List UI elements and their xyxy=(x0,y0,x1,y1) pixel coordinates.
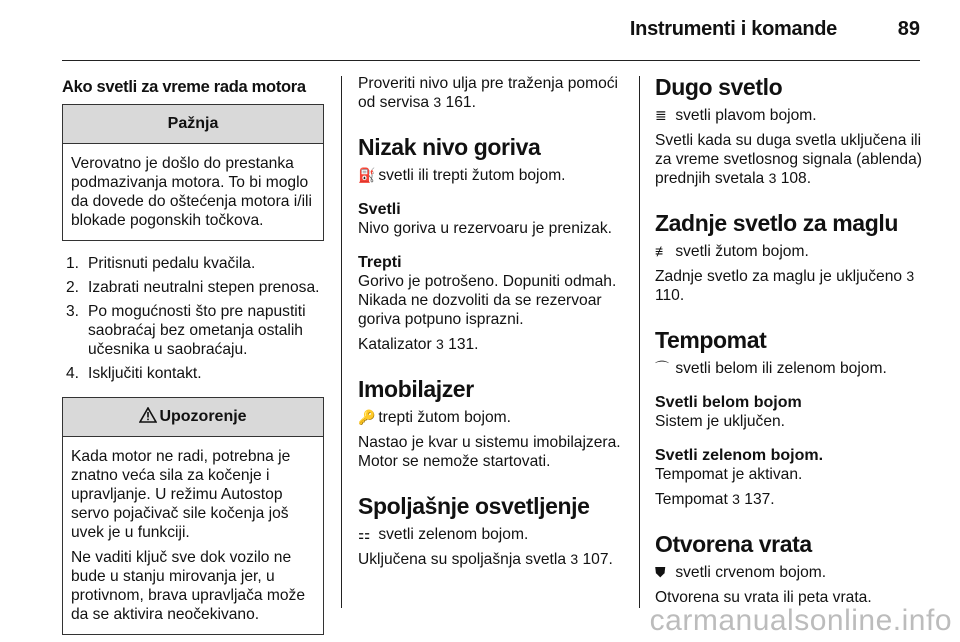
page-ref-icon: 3 xyxy=(768,170,777,186)
exterior-lights-text: Uključena su spoljašnja svetla 3 107. xyxy=(358,551,613,568)
notice-box xyxy=(62,104,324,241)
fuel-flash-text: Gorivo je potrošeno. Dopuniti odmah. Nikada ne dozvoliti da se rezervoar goriva potpuno isprazni. xyxy=(358,273,617,328)
high-beam-icon: ≣ xyxy=(655,107,667,123)
section-heading: Ako svetli za vreme rada motora xyxy=(62,78,306,96)
page-ref-icon: 3 xyxy=(732,491,740,507)
page-ref-icon: 3 xyxy=(570,551,579,567)
cruise-white-text: Sistem je uključen. xyxy=(655,413,786,430)
warning-box xyxy=(62,397,324,635)
column-divider-1 xyxy=(341,76,342,608)
steps-list xyxy=(62,254,324,383)
catalyst-ref: Katalizator 3 131. xyxy=(358,336,479,353)
fuel-subheading-flash: Trepti xyxy=(358,254,402,271)
high-beam-lead: ≣ svetli plavom bojom. xyxy=(655,107,817,124)
column-3 xyxy=(655,74,923,613)
fog-light-heading: Zadnje svetlo za maglu xyxy=(655,210,898,236)
list-item: 4. Isključiti kontakt. xyxy=(66,365,202,382)
cruise-subheading-white: Svetli belom bojom xyxy=(655,394,802,411)
column-1 xyxy=(62,74,324,635)
exterior-lights-heading: Spoljašnje osvetljenje xyxy=(358,493,590,519)
intro-text: Proveriti nivo ulja pre traženja pomoći od servisa 3 161. xyxy=(358,75,619,111)
warning-title: Upozorenje xyxy=(159,408,247,425)
cruise-ref: Tempomat 3 137. xyxy=(655,491,775,508)
fuel-subheading-lit: Svetli xyxy=(358,201,401,218)
immobilizer-lead: 🔑 trepti žutom bojom. xyxy=(358,409,511,426)
cruise-subheading-green: Svetli zelenom bojom. xyxy=(655,447,824,464)
exterior-lights-lead: ⚏ svetli zelenom bojom. xyxy=(358,526,529,543)
warning-text-2: Ne vaditi ključ sve dok vozilo ne bude u stanju mirovanja jer, u protivnom, brava upravljača može da se aktivira neočekivano. xyxy=(71,549,306,623)
immobilizer-heading: Imobilajzer xyxy=(358,376,474,402)
cruise-heading: Tempomat xyxy=(655,327,767,353)
door-open-text: Otvorena su vrata ili peta vrata. xyxy=(655,589,872,606)
fuel-heading: Nizak nivo goriva xyxy=(358,134,541,160)
page-number: 89 xyxy=(897,18,920,40)
cruise-control-icon: ⌒ xyxy=(655,360,669,376)
page-ref-icon: 3 xyxy=(906,268,915,284)
page-ref-icon: 3 xyxy=(436,336,444,352)
page-ref-icon: 3 xyxy=(433,94,442,110)
page-header-title: Instrumenti i komande xyxy=(629,18,837,40)
door-open-lead: ⛊ svetli crvenom bojom. xyxy=(655,564,827,581)
notice-text: Verovatno je došlo do prestanka podmazivanja motora. To bi moglo da dovede do oštećenja motora i/ili blokade pogonskih točkova. xyxy=(71,155,312,229)
rear-fog-light-icon: ≢ xyxy=(655,243,669,259)
list-item: 3. Po mogućnosti što pre napustiti saobraćaj bez ometanja ostalih učesnika u saobraćaju. xyxy=(66,303,306,358)
fuel-pump-icon: ⛽ xyxy=(358,167,376,183)
list-item: 2. Izabrati neutralni stepen prenosa. xyxy=(66,279,320,296)
side-lights-icon: ⚏ xyxy=(358,526,371,542)
list-item: 1. Pritisnuti pedalu kvačila. xyxy=(66,255,256,272)
header-divider xyxy=(62,60,920,61)
warning-text-1: Kada motor ne radi, potrebna je znatno veća sila za kočenje i upravljanje. U režimu Autostop servo pojačivač sile kočenja još uvek je u funkciji. xyxy=(71,448,291,541)
column-2 xyxy=(358,74,626,575)
door-open-heading: Otvorena vrata xyxy=(655,531,812,557)
fog-light-lead: ≢ svetli žutom bojom. xyxy=(655,243,809,260)
high-beam-heading: Dugo svetlo xyxy=(655,74,783,100)
immobilizer-text: Nastao je kvar u sistemu imobilajzera. Motor se nemože startovati. xyxy=(358,434,621,470)
fog-light-text: Zadnje svetlo za maglu je uključeno 3 110. xyxy=(655,268,915,304)
column-divider-2 xyxy=(639,76,640,608)
fuel-lit-text: Nivo goriva u rezervoaru je prenizak. xyxy=(358,220,612,237)
notice-title: Pažnja xyxy=(63,105,323,144)
cruise-green-text: Tempomat je aktivan. xyxy=(655,466,803,483)
fuel-lead: ⛽ svetli ili trepti žutom bojom. xyxy=(358,167,566,184)
warning-header xyxy=(63,398,323,437)
cruise-lead: ⌒ svetli belom ili zelenom bojom. xyxy=(655,360,887,377)
watermark: carmanualsonline.info xyxy=(649,604,952,637)
high-beam-text: Svetli kada su duga svetla uključena ili za vreme svetlosnog signala (ablenda) prednjih svetala 3 108. xyxy=(655,132,922,187)
car-key-icon: 🔑 xyxy=(358,409,376,425)
warning-triangle-icon xyxy=(139,407,157,423)
door-open-icon: ⛊ xyxy=(655,564,666,580)
